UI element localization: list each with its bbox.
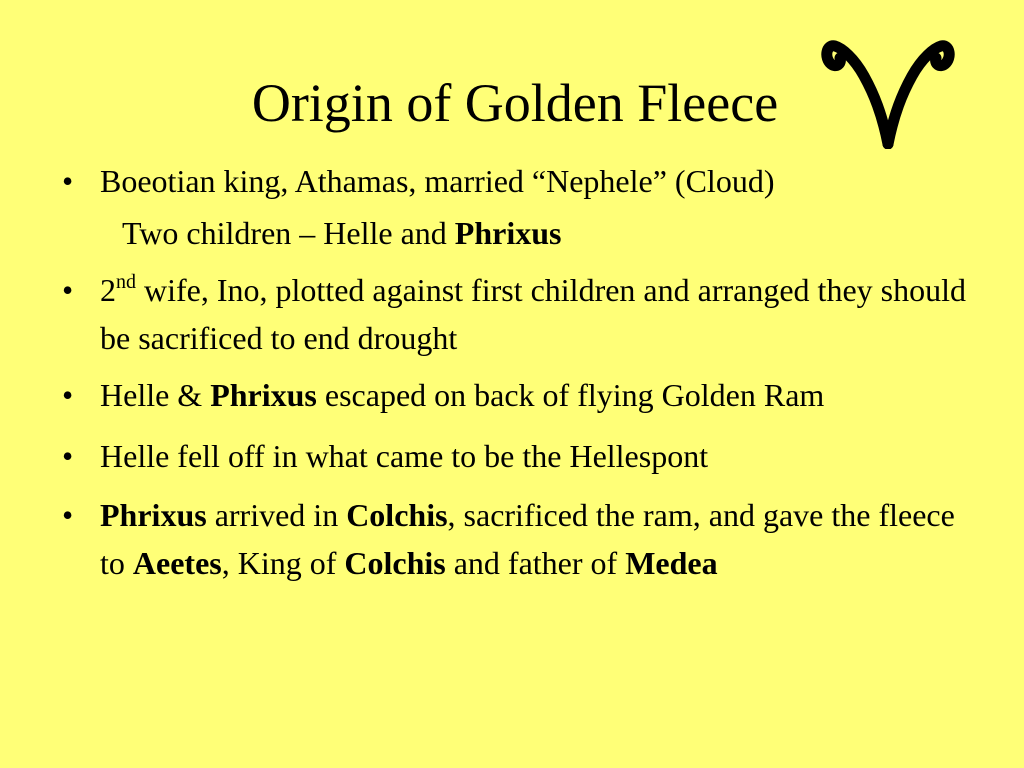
name-colchis: Colchis bbox=[346, 497, 448, 533]
bullet-text: escaped on back of flying Golden Ram bbox=[316, 377, 825, 413]
bullet-text: Boeotian king, Athamas, married “Nephele” (Cloud) bbox=[100, 163, 775, 199]
bullet-text: , King of bbox=[221, 545, 345, 581]
bullet-dot: • bbox=[62, 163, 74, 199]
bullet-text: wife, Ino, plotted against first children and arranged they should be sacrificed to end drought bbox=[100, 272, 966, 356]
slide-title: Origin of Golden Fleece bbox=[251, 73, 779, 133]
name-phrixus: Phrixus bbox=[454, 215, 562, 251]
bullet-text: , sacrificed the ram, and gave the fleece to bbox=[100, 497, 955, 581]
name-phrixus: Phrixus bbox=[100, 497, 207, 533]
bullet-text: Helle & bbox=[100, 377, 211, 413]
bullet-item bbox=[62, 157, 972, 205]
bullet-dot: • bbox=[62, 497, 74, 533]
bullet-text: arrived in bbox=[206, 497, 347, 533]
bullet-dot: • bbox=[62, 272, 74, 308]
bullet-dot: • bbox=[62, 377, 74, 413]
name-colchis: Colchis bbox=[344, 545, 446, 581]
bullet-item bbox=[62, 491, 972, 587]
bullet-item bbox=[62, 432, 972, 480]
name-aeetes: Aeetes bbox=[132, 545, 222, 581]
name-phrixus: Phrixus bbox=[210, 377, 317, 413]
bullet-text: Helle fell off in what came to be the Hellespont bbox=[100, 438, 709, 474]
bullet-list bbox=[62, 157, 972, 587]
aries-icon bbox=[818, 24, 958, 149]
bullet-text: and father of bbox=[445, 545, 626, 581]
bullet-item bbox=[62, 371, 972, 419]
ordinal-suffix: nd bbox=[116, 271, 136, 293]
sub-text: Two children – Helle and bbox=[122, 215, 455, 251]
sub-item bbox=[62, 209, 972, 257]
bullet-text: 2 bbox=[100, 272, 116, 308]
name-medea: Medea bbox=[625, 545, 718, 581]
bullet-dot: • bbox=[62, 438, 74, 474]
bullet-item bbox=[62, 266, 972, 362]
